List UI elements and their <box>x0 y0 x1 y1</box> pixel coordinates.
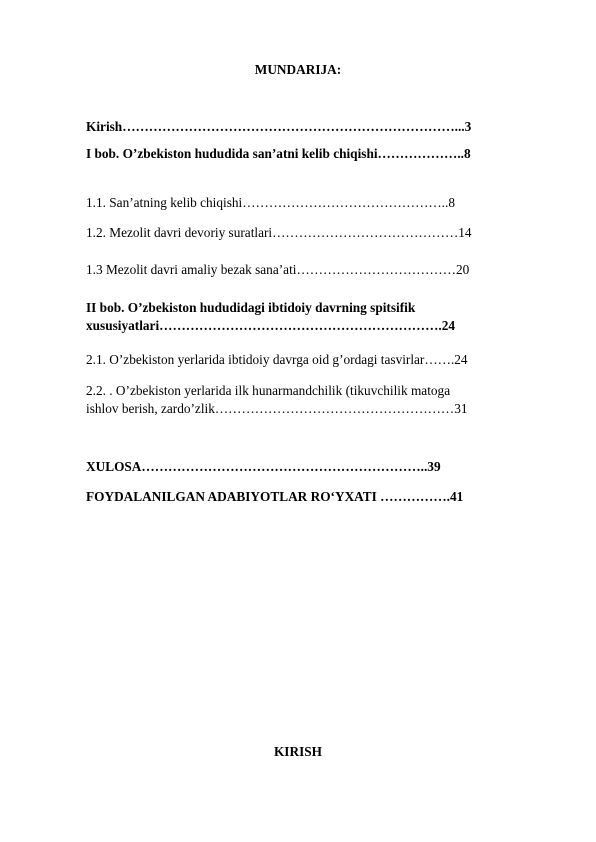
section-heading-kirish: KIRISH <box>273 744 323 759</box>
page-title: MUNDARIJA: <box>254 62 342 77</box>
toc-entry-2-1[interactable]: 2.1. O’zbekiston yerlarida ibtidoiy davrga oid g’ordagi tasvirlar…….24 <box>86 352 468 367</box>
toc-entry-2-2-line-1[interactable]: 2.2. . O’zbekiston yerlarida ilk hunarmandchilik (tikuvchilik matoga <box>86 383 451 398</box>
toc-entry-references[interactable]: FOYDALANILGAN ADABIYOTLAR RO‘YXATI …………….41 <box>86 489 464 504</box>
toc-entry-xulosa[interactable]: XULOSA………………………………………………………..39 <box>86 459 441 474</box>
toc-entry-kirish[interactable]: Kirish…………………………………………………………………...3 <box>86 119 472 134</box>
toc-entry-chapter-2-line-2[interactable]: xususiyatlari……………………………………………………….24 <box>86 318 456 333</box>
toc-entry-1-1[interactable]: 1.1. San’atning kelib chiqishi………………………………………..8 <box>86 195 455 210</box>
toc-entry-chapter-1[interactable]: I bob. O’zbekiston hududida san’atni kelib chiqishi………………..8 <box>86 146 471 161</box>
toc-entry-1-2[interactable]: 1.2. Mezolit davri devoriy suratlari……………………………………14 <box>86 225 472 240</box>
toc-entry-chapter-2-line-1[interactable]: II bob. O’zbekiston hududidagi ibtidoiy davrning spitsifik <box>86 300 416 315</box>
toc-entry-1-3[interactable]: 1.3 Mezolit davri amaliy bezak sana’ati………………………………20 <box>86 262 470 277</box>
toc-entry-2-2-line-2[interactable]: ishlov berish, zardo’zlik………………………………………………31 <box>86 401 468 416</box>
